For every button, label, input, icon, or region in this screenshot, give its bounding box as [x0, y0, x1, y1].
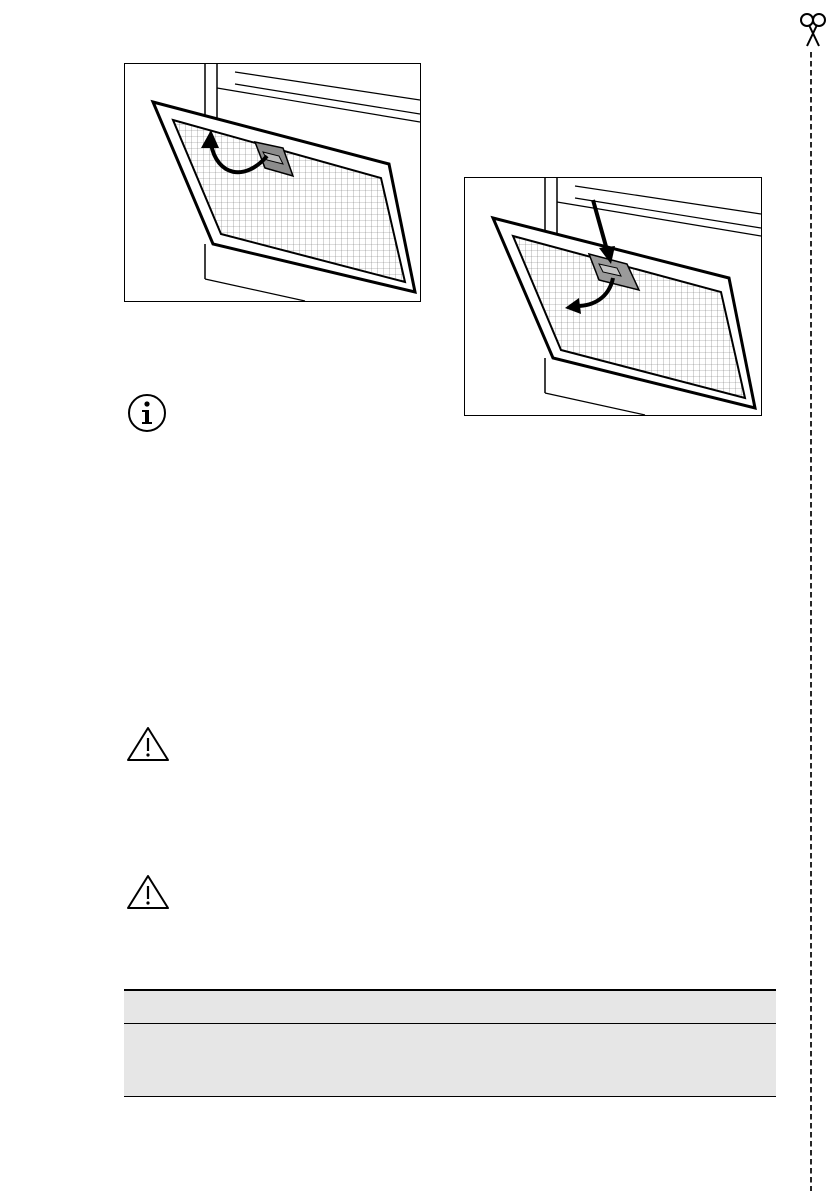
table-row: [124, 1024, 776, 1097]
table-header: [124, 989, 776, 1024]
scissors-icon: [799, 12, 827, 48]
filter-removal-figure: [124, 63, 421, 302]
data-table: [124, 989, 776, 1097]
cut-line: [810, 52, 812, 1191]
warning-icon: [126, 874, 170, 910]
warning-icon: [126, 726, 170, 762]
filter-insertion-figure: [464, 177, 762, 416]
info-icon: [127, 393, 167, 433]
